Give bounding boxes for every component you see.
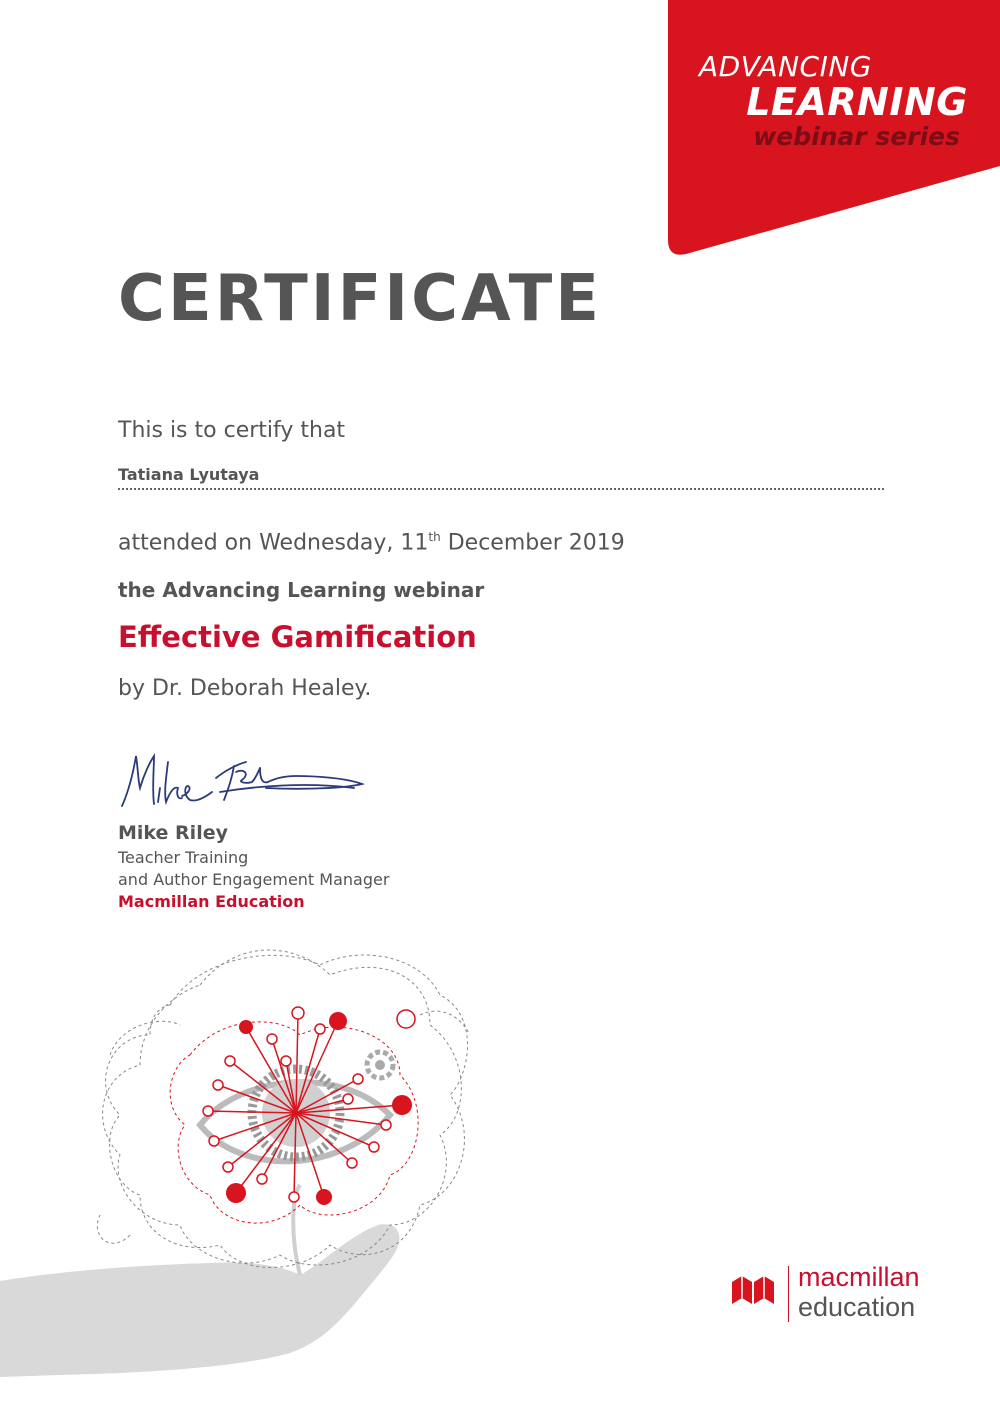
logo-line2: education: [798, 1292, 916, 1322]
signature: [116, 748, 376, 816]
banner-line2: LEARNING: [746, 80, 968, 124]
certify-intro: This is to certify that: [118, 418, 346, 443]
attended-ordinal: th: [428, 530, 441, 544]
logo-separator: [788, 1266, 789, 1322]
banner-line1: ADVANCING: [698, 50, 872, 83]
banner-line3: webinar series: [753, 122, 960, 151]
gear-icon: [367, 1052, 393, 1078]
attended-prefix: attended on Wednesday, 11: [118, 530, 429, 556]
attended-rest: December 2019: [440, 530, 625, 556]
recipient-name: Tatiana Lyutaya: [118, 465, 260, 484]
webinar-line: the Advancing Learning webinar: [118, 578, 485, 602]
signer-organization: Macmillan Education: [118, 892, 305, 911]
logo-line1: macmillan: [798, 1262, 920, 1292]
macmillan-book-icon: [730, 1270, 780, 1310]
signer-name: Mike Riley: [118, 822, 228, 844]
recipient-dotted-line: [118, 488, 884, 490]
presenter-line: by Dr. Deborah Healey.: [118, 676, 372, 701]
macmillan-education-logo: [730, 1262, 970, 1326]
gamification-illustration: [0, 935, 560, 1414]
attended-date: [118, 530, 625, 555]
signer-role-line1: Teacher Training: [118, 848, 249, 867]
certificate-title: CERTIFICATE: [118, 262, 602, 336]
signer-role-line2: and Author Engagement Manager: [118, 870, 390, 889]
webinar-series-banner: [668, 0, 1000, 256]
webinar-topic: Effective Gamification: [118, 620, 477, 654]
